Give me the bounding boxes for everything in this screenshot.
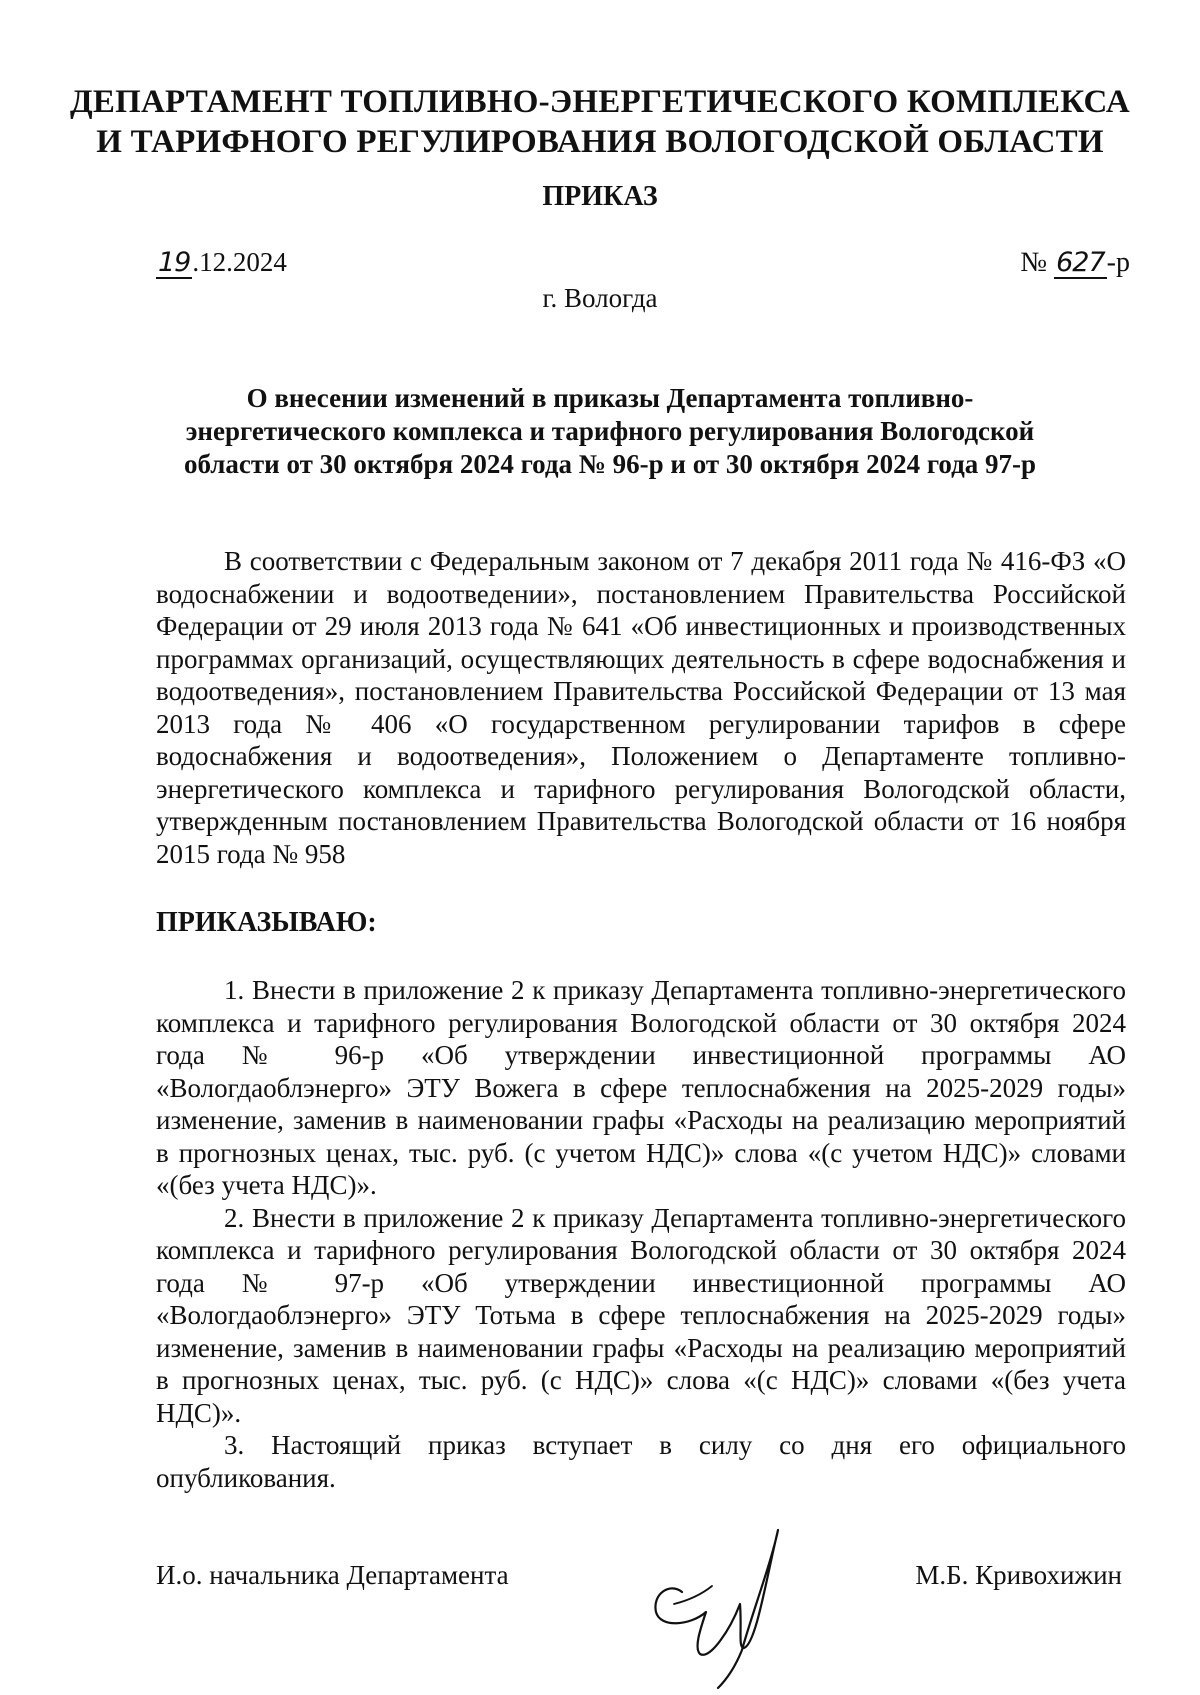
order-item-1: 1. Внести в приложение 2 к приказу Департамента топливно-энергетического комплекса и тарифного регулирования Вологодской области от 30 октября 2024 года № 96-р «Об утверждении инвестиционной программы АО «Вологдаоблэнерго» ЭТУ Вожега в сфере теплоснабжения на 2025-2029 годы» изменение, заменив в наименовании графы «Расходы на реализацию мероприятий в прогнозных ценах, тыс. руб. (с учетом НДС)» слова «(с учетом НДС)» словами «(без учета НДС)». — [156, 975, 1126, 1200]
handwritten-number: 627 — [1056, 247, 1105, 278]
preamble-paragraph: В соответствии с Федеральным законом от 7 декабря 2011 года № 416-ФЗ «О водоснабжении и водоотведении», постановлением Правительства Российской Федерации от 29 июля 2013 года № 641 «Об инвестиционных и производственных программах организаций, осуществляющих деятельность в сфере водоснабжения и водоотведения», постановлением Правительства Российской Федерации от 13 мая 2013 года № 406 «О государственном регулировании тарифов в сфере водоснабжения и водоотведения», Положением о Департаменте топливно-энергетического комплекса и тарифного регулирования Вологодской области, утвержденным постановлением Правительства Вологодской области от 16 ноября 2015 года № 958 — [156, 546, 1126, 869]
handwritten-day: 19 — [158, 247, 191, 278]
department-header — [0, 82, 1200, 162]
signatory-position: И.о. начальника Департамента — [156, 1560, 509, 1590]
handwritten-signature — [630, 1520, 800, 1690]
number-prefix: № — [1020, 247, 1055, 278]
number-suffix: -р — [1106, 247, 1130, 278]
department-header-line-1: ДЕПАРТАМЕНТ ТОПЛИВНО-ЭНЕРГЕТИЧЕСКОГО КОМПЛЕКСА — [70, 84, 1130, 120]
order-date — [156, 247, 287, 279]
department-header-line-2: И ТАРИФНОГО РЕГУЛИРОВАНИЯ ВОЛОГОДСКОЙ ОБЛАСТИ — [96, 124, 1104, 160]
document-type-title: ПРИКАЗ — [542, 181, 658, 212]
order-item-2: 2. Внести в приложение 2 к приказу Департамента топливно-энергетического комплекса и тарифного регулирования Вологодской области от 30 октября 2024 года № 97-р «Об утверждении инвестиционной программы АО «Вологдаоблэнерго» ЭТУ Тотьма в сфере теплоснабжения на 2025-2029 годы» изменение, заменив в наименовании графы «Расходы на реализацию мероприятий в прогнозных ценах, тыс. руб. (с НДС)» слова «(с НДС)» словами «(без учета НДС)». — [156, 1202, 1126, 1428]
city-name: г. Вологда — [542, 283, 658, 313]
order-item-3: 3. Настоящий приказ вступает в силу со дня его официального опубликования. — [156, 1430, 1126, 1493]
order-keyword: ПРИКАЗЫВАЮ: — [156, 907, 377, 938]
subject-line-3: области от 30 октября 2024 года № 96-р и от 30 октября 2024 года 97-р — [183, 449, 1037, 479]
subject-line-1: О внесении изменений в приказы Департамента топливно- — [246, 383, 974, 413]
date-month-year: .12.2024 — [192, 247, 287, 277]
order-subject — [150, 382, 1070, 481]
order-items — [156, 974, 1126, 1494]
signatory-name: М.Б. Кривохижин — [915, 1560, 1122, 1590]
order-number — [1020, 247, 1130, 279]
subject-line-2: энергетического комплекса и тарифного регулирования Вологодской — [185, 416, 1035, 446]
